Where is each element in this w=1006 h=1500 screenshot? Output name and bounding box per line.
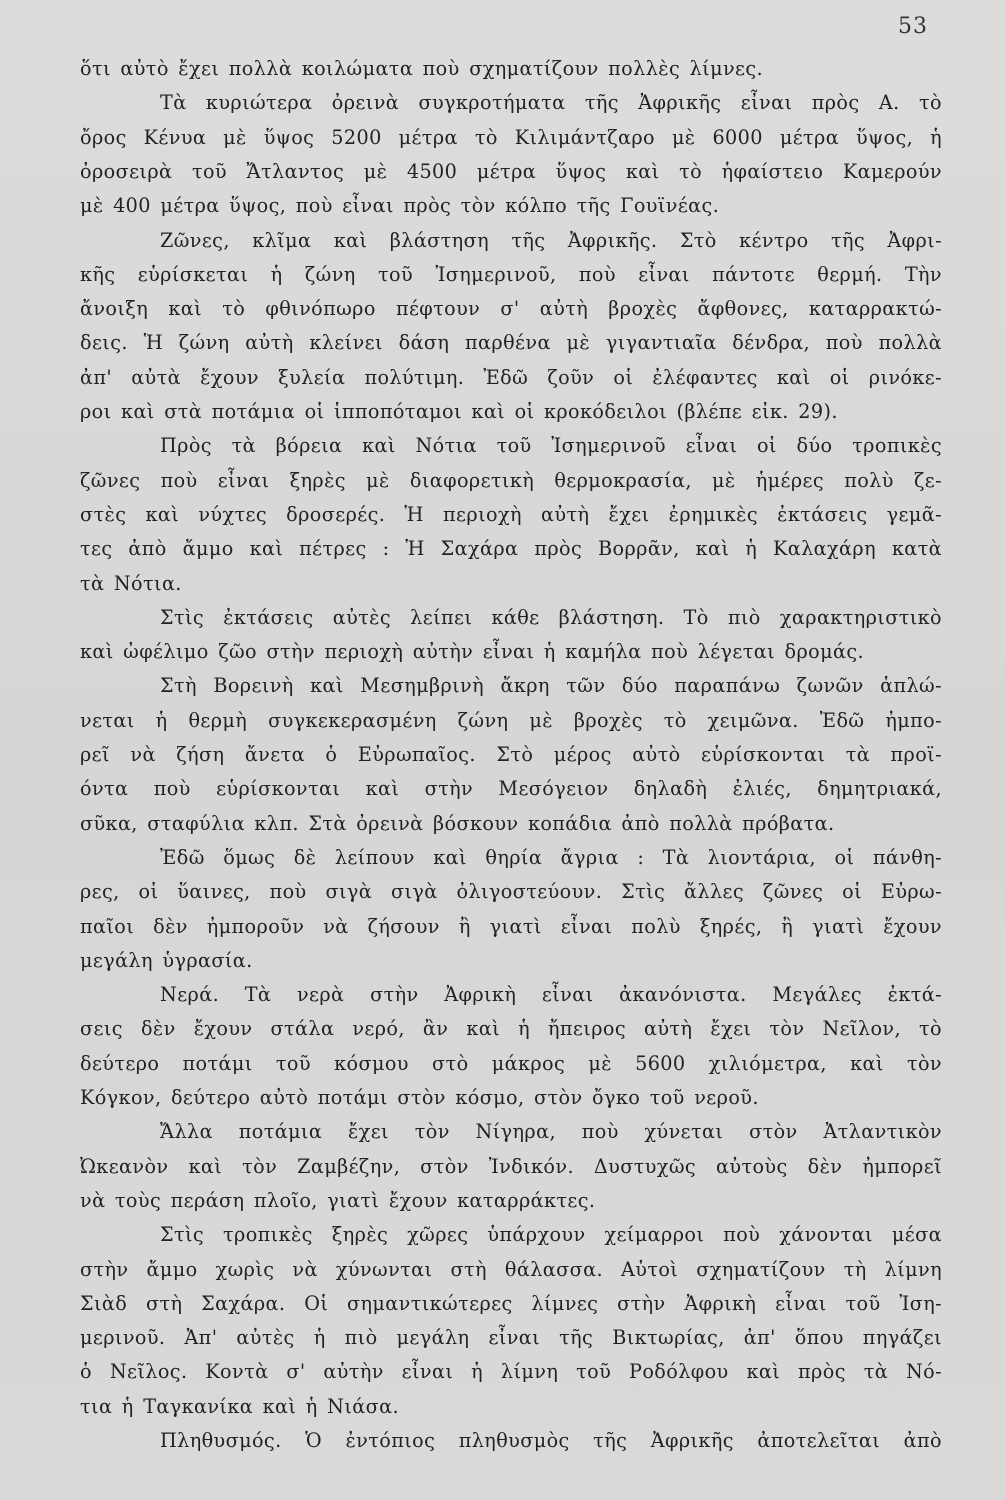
text-line: ὅτι αὐτὸ ἔχει πολλὰ κοιλώματα ποὺ σχηματίζουν πολλὲς λίμνες. [80, 57, 763, 80]
text-line: όντα ποὺ εὑρίσκονται καὶ στὴν Μεσόγειον δηλαδὴ ἐλιές, δημητριακά, [80, 777, 942, 801]
text-line: τια ἡ Ταγκανίκα καὶ ἡ Νιάσα. [80, 1394, 399, 1418]
text-line: Πληθυσμός. Ὁ ἐντόπιος πληθυσμὸς τῆς Ἀφρικῆς ἀποτελεῖται ἀπὸ [160, 1429, 942, 1452]
text-line: Τὰ κυριώτερα ὀρεινὰ συγκροτήματα τῆς Ἀφρικῆς εἶναι πρὸς Α. τὸ [160, 91, 942, 115]
text-line: Ἐδῶ ὅμως δὲ λείπουν καὶ θηρία ἄγρια : Τὰ λιοντάρια, οἱ πάνθη- [160, 845, 942, 869]
text-line: ζῶνες ποὺ εἶναι ξηρὲς μὲ διαφορετικὴ θερμοκρασία, μὲ ἡμέρες πολὺ ζε- [80, 468, 942, 492]
text-line: ἀπ' αὐτὰ ἔχουν ξυλεία πολύτιμη. Ἐδῶ ζοῦν οἱ ἐλέφαντες καὶ οἱ ρινόκε- [80, 365, 942, 389]
text-line: ὁ Νεῖλος. Κοντὰ σ' αὐτὴν εἶναι ἡ λίμνη τοῦ Ροδόλφου καὶ πρὸς τὰ Νό- [80, 1360, 942, 1384]
text-line: ἄνοιξη καὶ τὸ φθινόπωρο πέφτουν σ' αὐτὴ βροχὲς ἄφθονες, καταρρακτώ- [80, 297, 942, 321]
text-line: ὀροσειρὰ τοῦ Ἄτλαντος μὲ 4500 μέτρα ὕψος καὶ τὸ ἡφαίστειο Καμερούν [80, 159, 942, 183]
text-line: ροι καὶ στὰ ποτάμια οἱ ἱπποπόταμοι καὶ οἱ κροκόδειλοι (βλέπε εἰκ. 29). [80, 400, 838, 423]
text-line: Ὠκεανὸν καὶ τὸν Ζαμβέζην, στὸν Ἰνδικόν. Δυστυχῶς αὐτοὺς δὲν ἠμπορεῖ [80, 1154, 942, 1178]
text-line: Κόγκον, δεύτερο αὐτὸ ποτάμι στὸν κόσμο, στὸν ὄγκο τοῦ νεροῦ. [80, 1086, 759, 1109]
text-line: Νερά. Τὰ νερὰ στὴν Ἀφρικὴ εἶναι ἀκανόνιστα. Μεγάλες ἐκτά- [160, 983, 942, 1007]
text-line: Στὶς τροπικὲς ξηρὲς χῶρες ὑπάρχουν χείμαρροι ποὺ χάνονται μέσα [160, 1223, 942, 1247]
text-line: μὲ 400 μέτρα ὕψος, ποὺ εἶναι πρὸς τὸν κόλπο τῆς Γουϊνέας. [80, 194, 720, 218]
text-line: παῖοι δὲν ἠμποροῦν νὰ ζήσουν ἢ γιατὶ εἶναι πολὺ ξηρές, ἢ γιατὶ ἔχουν [80, 914, 942, 938]
text-line: στὲς καὶ νύχτες δροσερές. Ἡ περιοχὴ αὐτὴ ἔχει ἐρημικὲς ἐκτάσεις γεμᾶ- [80, 502, 942, 526]
text-line: Σιὰδ στὴ Σαχάρα. Οἱ σημαντικώτερες λίμνες στὴν Ἀφρικὴ εἶναι τοῦ Ἰση- [80, 1291, 942, 1315]
text-line: Στὶς ἐκτάσεις αὐτὲς λείπει κάθε βλάστηση. Τὸ πιὸ χαρακτηριστικὸ [160, 605, 942, 629]
text-line: δεις. Ἡ ζώνη αὐτὴ κλείνει δάση παρθένα μὲ γιγαντιαῖα δένδρα, ποὺ πολλὰ [80, 331, 942, 355]
text-line: Πρὸς τὰ βόρεια καὶ Νότια τοῦ Ἰσημερινοῦ εἶναι οἱ δύο τροπικὲς [160, 434, 942, 458]
text-line: νεται ἡ θερμὴ συγκεκερασμένη ζώνη μὲ βροχὲς τὸ χειμῶνα. Ἐδῶ ἠμπο- [80, 708, 942, 732]
text-line: ρεῖ νὰ ζήση ἄνετα ὁ Εὐρωπαῖος. Στὸ μέρος αὐτὸ εὑρίσκονται τὰ προϊ- [80, 743, 942, 766]
text-line: ὄρος Κένυα μὲ ὕψος 5200 μέτρα τὸ Κιλιμάντζαρο μὲ 6000 μέτρα ὕψος, ἡ [80, 125, 942, 149]
text-line: σεις δὲν ἔχουν στάλα νερό, ἂν καὶ ἡ ἤπειρος αὐτὴ ἔχει τὸν Νεῖλον, τὸ [80, 1017, 942, 1041]
text-line: σῦκα, σταφύλια κλπ. Στὰ ὀρεινὰ βόσκουν κοπάδια ἀπὸ πολλὰ πρόβατα. [80, 811, 835, 835]
text-line: ρες, οἱ ὕαινες, ποὺ σιγὰ σιγὰ ὀλιγοστεύουν. Στὶς ἄλλες ζῶνες οἱ Εὐρω- [80, 880, 942, 904]
text-line: Ζῶνες, κλῖμα καὶ βλάστηση τῆς Ἀφρικῆς. Στὸ κέντρο τῆς Ἀφρι- [160, 228, 942, 252]
text-line: τὰ Νότια. [80, 571, 182, 595]
text-line: μεγάλη ὑγρασία. [80, 948, 253, 972]
body-text [80, 52, 942, 1462]
text-line: νὰ τοὺς περάση πλοῖο, γιατὶ ἔχουν καταρράκτες. [80, 1188, 596, 1212]
text-line: δεύτερο ποτάμι τοῦ κόσμου στὸ μάκρος μὲ 5600 χιλιόμετρα, καὶ τὸν [80, 1051, 942, 1075]
text-line: καὶ ὠφέλιμο ζῶο στὴν περιοχὴ αὐτὴν εἶναι ἡ καμήλα ποὺ λέγεται δρομάς. [80, 640, 865, 664]
page-number: 53 [898, 14, 928, 39]
text-line: Στὴ Βορεινὴ καὶ Μεσημβρινὴ ἄκρη τῶν δύο παραπάνω ζωνῶν ἁπλώ- [160, 674, 942, 698]
text-line: Ἄλλα ποτάμια ἔχει τὸν Νίγηρα, ποὺ χύνεται στὸν Ἀτλαντικὸν [160, 1120, 942, 1144]
text-line: στὴν ἄμμο χωρὶς νὰ χύνωνται στὴ θάλασσα. Αὐτοὶ σχηματίζουν τὴ λίμνη [80, 1257, 942, 1281]
text-line: τες ἀπὸ ἄμμο καὶ πέτρες : Ἡ Σαχάρα πρὸς Βορρᾶν, καὶ ἡ Καλαχάρη κατὰ [80, 537, 942, 561]
text-line: κῆς εὑρίσκεται ἡ ζώνη τοῦ Ἰσημερινοῦ, ποὺ εἶναι πάντοτε θερμή. Τὴν [80, 262, 942, 286]
text-line: μερινοῦ. Ἀπ' αὐτὲς ἡ πιὸ μεγάλη εἶναι τῆς Βικτωρίας, ἀπ' ὅπου πηγάζει [80, 1326, 942, 1350]
